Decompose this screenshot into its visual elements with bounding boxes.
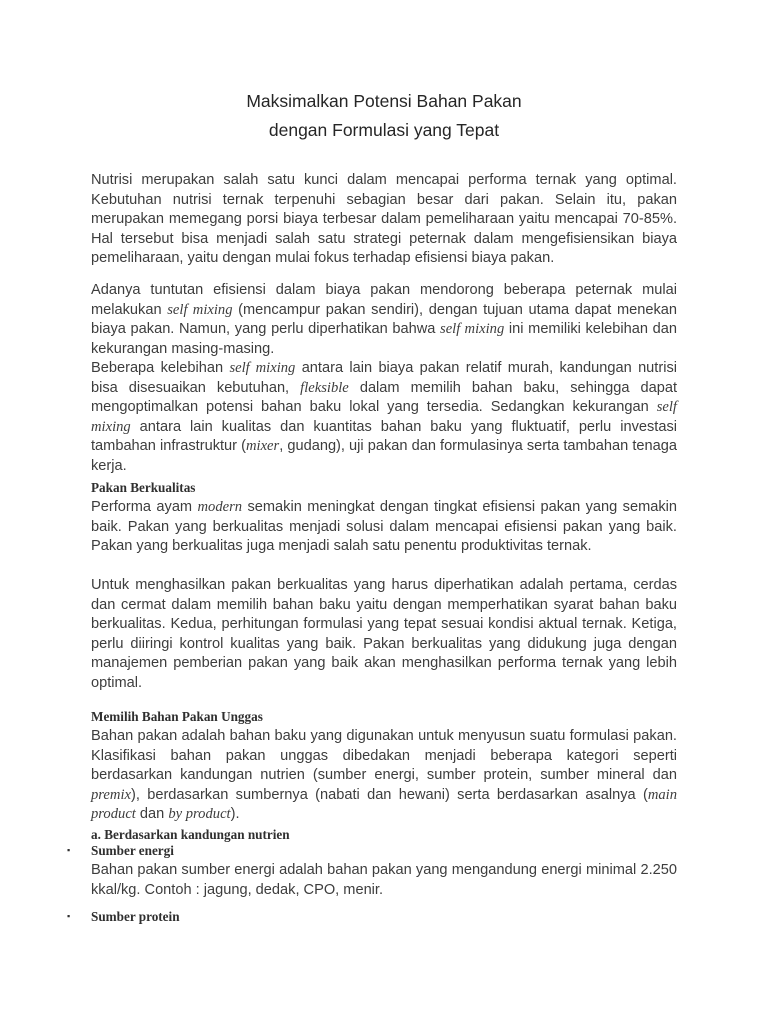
paragraph-text <box>91 498 677 557</box>
text-run: dan <box>135 806 169 823</box>
paragraph-text: Bahan pakan sumber energi adalah bahan pakan yang mengandung energi minimal 2.250 kkal/kg. Contoh : jagung, dedak, CPO, menir. <box>91 862 677 898</box>
italic-term: mixer <box>245 438 280 455</box>
italic-term: self mixing <box>167 301 233 318</box>
document-title-line2: dengan Formulasi yang Tepat <box>268 120 500 140</box>
text-run: Beberapa kelebihan <box>91 360 230 376</box>
text-run: Bahan pakan adalah bahan baku yang digunakan untuk menyusun suatu formulasi pakan. Klasifikasi bahan pakan unggas dibedakan menjadi beberapa kategori seperti berdasarkan kandungan nutrien (sumber energi, sumber protein, sumber mineral dan <box>91 728 677 784</box>
paragraph-intro <box>91 171 677 269</box>
paragraph-text: Untuk menghasilkan pakan berkualitas yang harus diperhatikan adalah pertama, cerdas dan cermat dalam memilih bahan baku yaitu dengan memperhatikan syarat bahan baku berkualitas. Kedua, perhitungan formulasi yang tepat sesuai kondisi aktual ternak. Ketiga, perlu diiringi kontrol kualitas yang baik. Pakan berkualitas yang didukung juga dengan manajemen pemberian pakan yang baik akan menghasilkan performa ternak yang lebih optimal. <box>91 577 677 691</box>
section-heading-pakan-berkualitas: Pakan Berkualitas <box>91 480 196 495</box>
paragraph-text <box>91 359 677 477</box>
text-run: antara lain kualitas dan kuantitas bahan baku yang fluktuatif, perlu investasi tambahan infrastruktur ( <box>91 418 677 455</box>
subheading-kandungan-nutrien: a. Berdasarkan kandungan nutrien <box>91 827 290 842</box>
paragraph-text: Nutrisi merupakan salah satu kunci dalam mencapai performa ternak yang optimal. Kebutuhan nutrisi ternak terpenuhi sebagian besar dari pakan. Selain itu, pakan merupakan memegang porsi biaya terbesar dalam pemeliharaan yaitu mencapai 70-85%. Hal tersebut bisa menjadi salah satu strategi peternak dalam mengefisiensikan biaya pemeliharaan, yaitu dengan mulai fokus terhadap efisiensi biaya pakan. <box>91 172 677 267</box>
text-run: antara lain biaya pakan relatif murah, kandungan nutrisi bisa disesuaikan kebutuhan, <box>91 360 677 396</box>
paragraph-bahan-pakan <box>91 727 677 825</box>
italic-term: premix <box>91 786 131 803</box>
section-heading-memilih-bahan: Memilih Bahan Pakan Unggas <box>91 709 263 724</box>
bullet-square-icon: ▪ <box>67 845 71 855</box>
bullet-square-icon: ▪ <box>67 911 71 921</box>
text-run: ), berdasarkan sumbernya (nabati dan hewani) serta berdasarkan asalnya ( <box>130 786 648 803</box>
paragraph-menghasilkan <box>91 576 677 694</box>
text-run: semakin meningkat dengan tingkat efisiensi pakan yang semakin baik. Pakan yang berkualitas menjadi solusi dalam mencapai efisiensi pakan yang baik. Pakan yang berkualitas juga menjadi salah satu penentu produktivitas ternak. <box>91 499 678 555</box>
text-run: (mencampur pakan sendiri), dengan tujuan utama dapat menekan biaya pakan. Namun, yang perlu diperhatikan bahwa <box>91 301 677 338</box>
text-run: Adanya tuntutan efisiensi dalam biaya pakan mendorong beberapa peternak mulai melakukan <box>91 282 677 318</box>
italic-term: modern <box>197 499 243 515</box>
italic-term: self mixing <box>91 399 677 435</box>
paragraph-text <box>91 727 677 825</box>
italic-term: by product <box>168 806 231 823</box>
bullet-item-sumber-energi: Sumber energi <box>91 843 174 858</box>
paragraph-performa <box>91 498 677 557</box>
text-run: ). <box>230 806 240 823</box>
paragraph-self-mixing <box>91 281 677 359</box>
paragraph-text <box>91 281 677 359</box>
text-run: ini memiliki kelebihan dan kekurangan masing-masing. <box>91 321 677 357</box>
italic-term: main product <box>91 786 677 823</box>
bullet-item-sumber-protein: Sumber protein <box>91 909 180 924</box>
text-run: , gudang), uji pakan dan formulasinya serta tambahan tenaga kerja. <box>91 438 677 474</box>
italic-term: self mixing <box>440 321 505 338</box>
paragraph-kelebihan <box>91 359 677 477</box>
italic-term: fleksible <box>300 379 349 396</box>
text-run: dalam memilih bahan baku, sehingga dapat mengoptimalkan potensi bahan baku lokal yang tersedia. Sedangkan kekurangan <box>91 379 678 416</box>
paragraph-sumber-energi <box>91 861 677 900</box>
document-title-line1: Maksimalkan Potensi Bahan Pakan <box>246 91 522 111</box>
italic-term: self mixing <box>229 360 296 376</box>
text-run: Performa ayam <box>91 499 198 515</box>
